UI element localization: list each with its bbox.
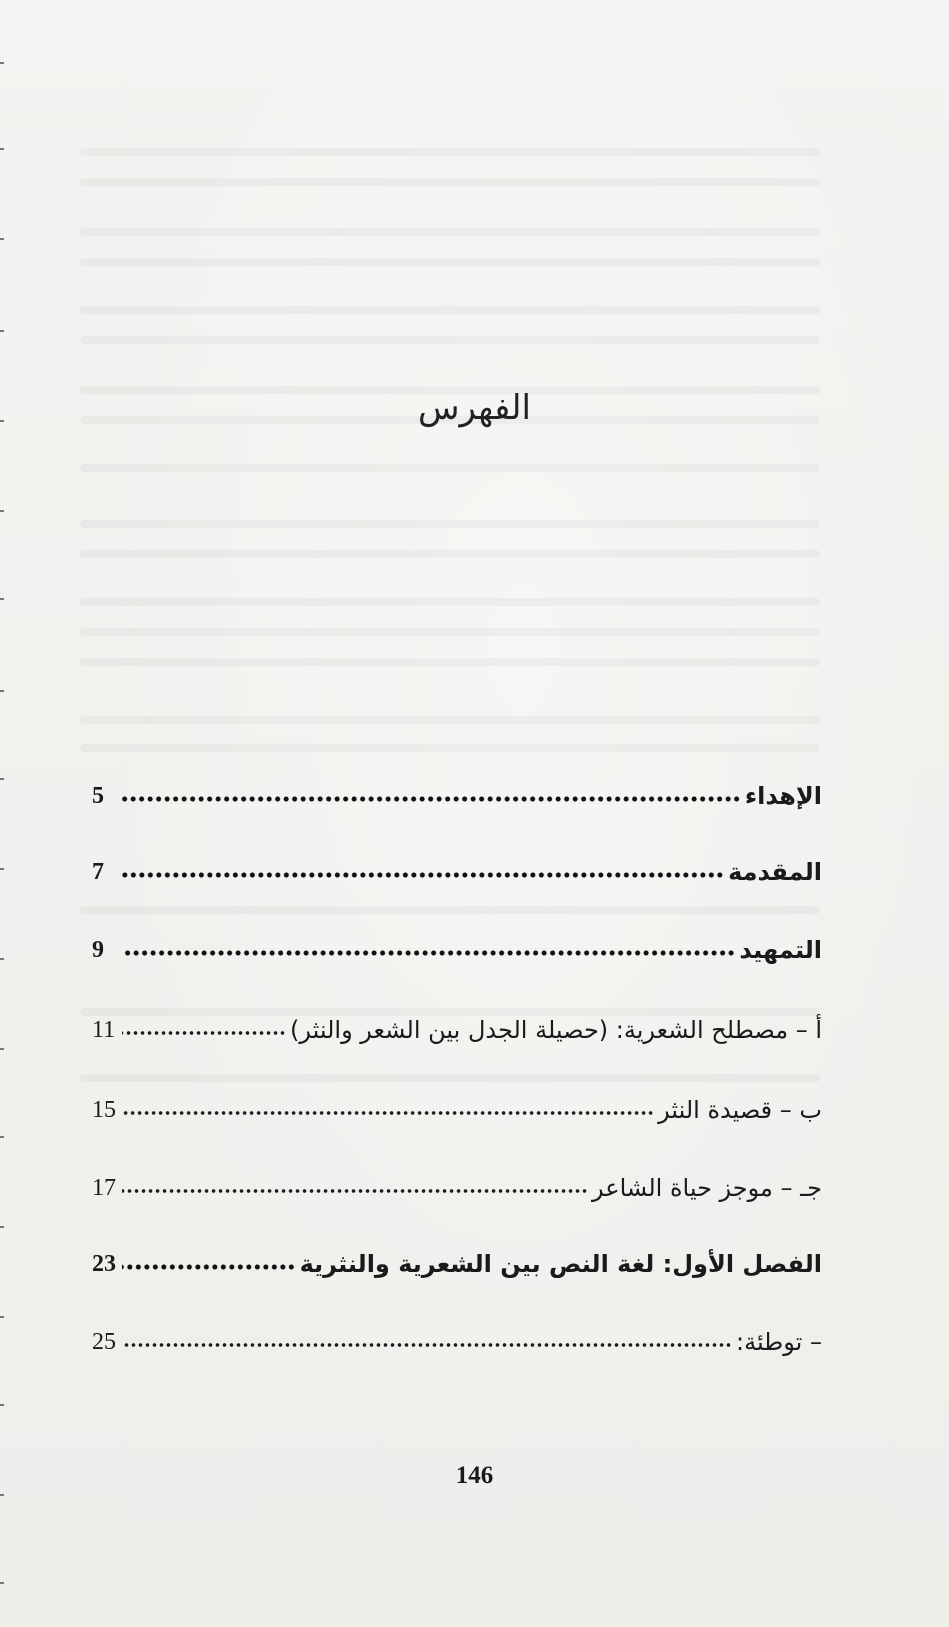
margin-mark (0, 778, 4, 780)
margin-mark (0, 958, 4, 960)
margin-mark (0, 1226, 4, 1228)
toc-entry (92, 1234, 822, 1278)
toc-entry (92, 842, 822, 886)
show-through-line (80, 520, 820, 528)
margin-mark (0, 238, 4, 240)
toc-entry-title: الإهداء (744, 782, 822, 810)
toc-entry-title: الفصل الأول: لغة النص بين الشعرية والنثرية (299, 1250, 822, 1278)
margin-mark (0, 1136, 4, 1138)
toc-entry-title: جـ – موجز حياة الشاعر (592, 1174, 822, 1202)
margin-mark (0, 1494, 4, 1496)
toc-dot-leader (122, 1029, 286, 1037)
show-through-line (80, 744, 820, 752)
show-through-line (80, 716, 820, 724)
show-through-line (80, 658, 820, 666)
toc-entry-title: – توطئة: (735, 1328, 822, 1356)
toc-entry-page-number: 15 (92, 1097, 116, 1123)
toc-entry-page-number: 17 (92, 1175, 116, 1201)
margin-mark (0, 1048, 4, 1050)
show-through-line (80, 464, 820, 472)
toc-entry-page-number: 11 (92, 1017, 116, 1043)
show-through-line (80, 148, 820, 156)
page-title: الفهرس (418, 388, 531, 428)
margin-mark (0, 1404, 4, 1406)
margin-mark (0, 330, 4, 332)
toc-entry-title: التمهيد (739, 936, 822, 964)
toc-entry-title: المقدمة (728, 858, 822, 886)
toc-entry (92, 1158, 822, 1202)
show-through-line (80, 228, 820, 236)
margin-mark (0, 1582, 4, 1584)
margin-mark (0, 62, 4, 64)
toc-dot-leader (122, 871, 724, 879)
margin-mark (0, 598, 4, 600)
show-through-line (80, 336, 820, 344)
toc-entry-title: أ – مصطلح الشعرية: (حصيلة الجدل بين الشعر والنثر) (290, 1016, 822, 1044)
toc-entry (92, 766, 822, 810)
show-through-line (80, 178, 820, 186)
toc-dot-leader (122, 795, 741, 803)
margin-mark (0, 1316, 4, 1318)
margin-mark (0, 690, 4, 692)
show-through-line (80, 906, 820, 914)
margin-mark (0, 868, 4, 870)
toc-entry-page-number: 5 (92, 783, 104, 809)
toc-dot-leader (122, 949, 735, 957)
toc-dot-leader (122, 1263, 296, 1271)
toc-entry (92, 920, 822, 964)
show-through-line (80, 258, 820, 266)
toc-dot-leader (122, 1187, 588, 1195)
show-through-line (80, 628, 820, 636)
toc-entry-page-number: 25 (92, 1329, 116, 1355)
toc-entry (92, 1312, 822, 1356)
toc-entry-page-number: 7 (92, 859, 104, 885)
margin-mark (0, 510, 4, 512)
show-through-line (80, 550, 820, 558)
toc-dot-leader (122, 1341, 732, 1349)
toc-entry-page-number: 9 (92, 937, 104, 963)
page-number: 146 (455, 1462, 494, 1489)
toc-dot-leader (122, 1109, 654, 1117)
toc-entry-page-number: 23 (92, 1251, 116, 1277)
show-through-line (80, 306, 820, 314)
show-through-line (80, 598, 820, 606)
toc-entry (92, 1080, 822, 1124)
toc-entry-title: ب – قصيدة النثر (658, 1096, 822, 1124)
margin-mark (0, 148, 4, 150)
toc-entry (92, 1000, 822, 1044)
